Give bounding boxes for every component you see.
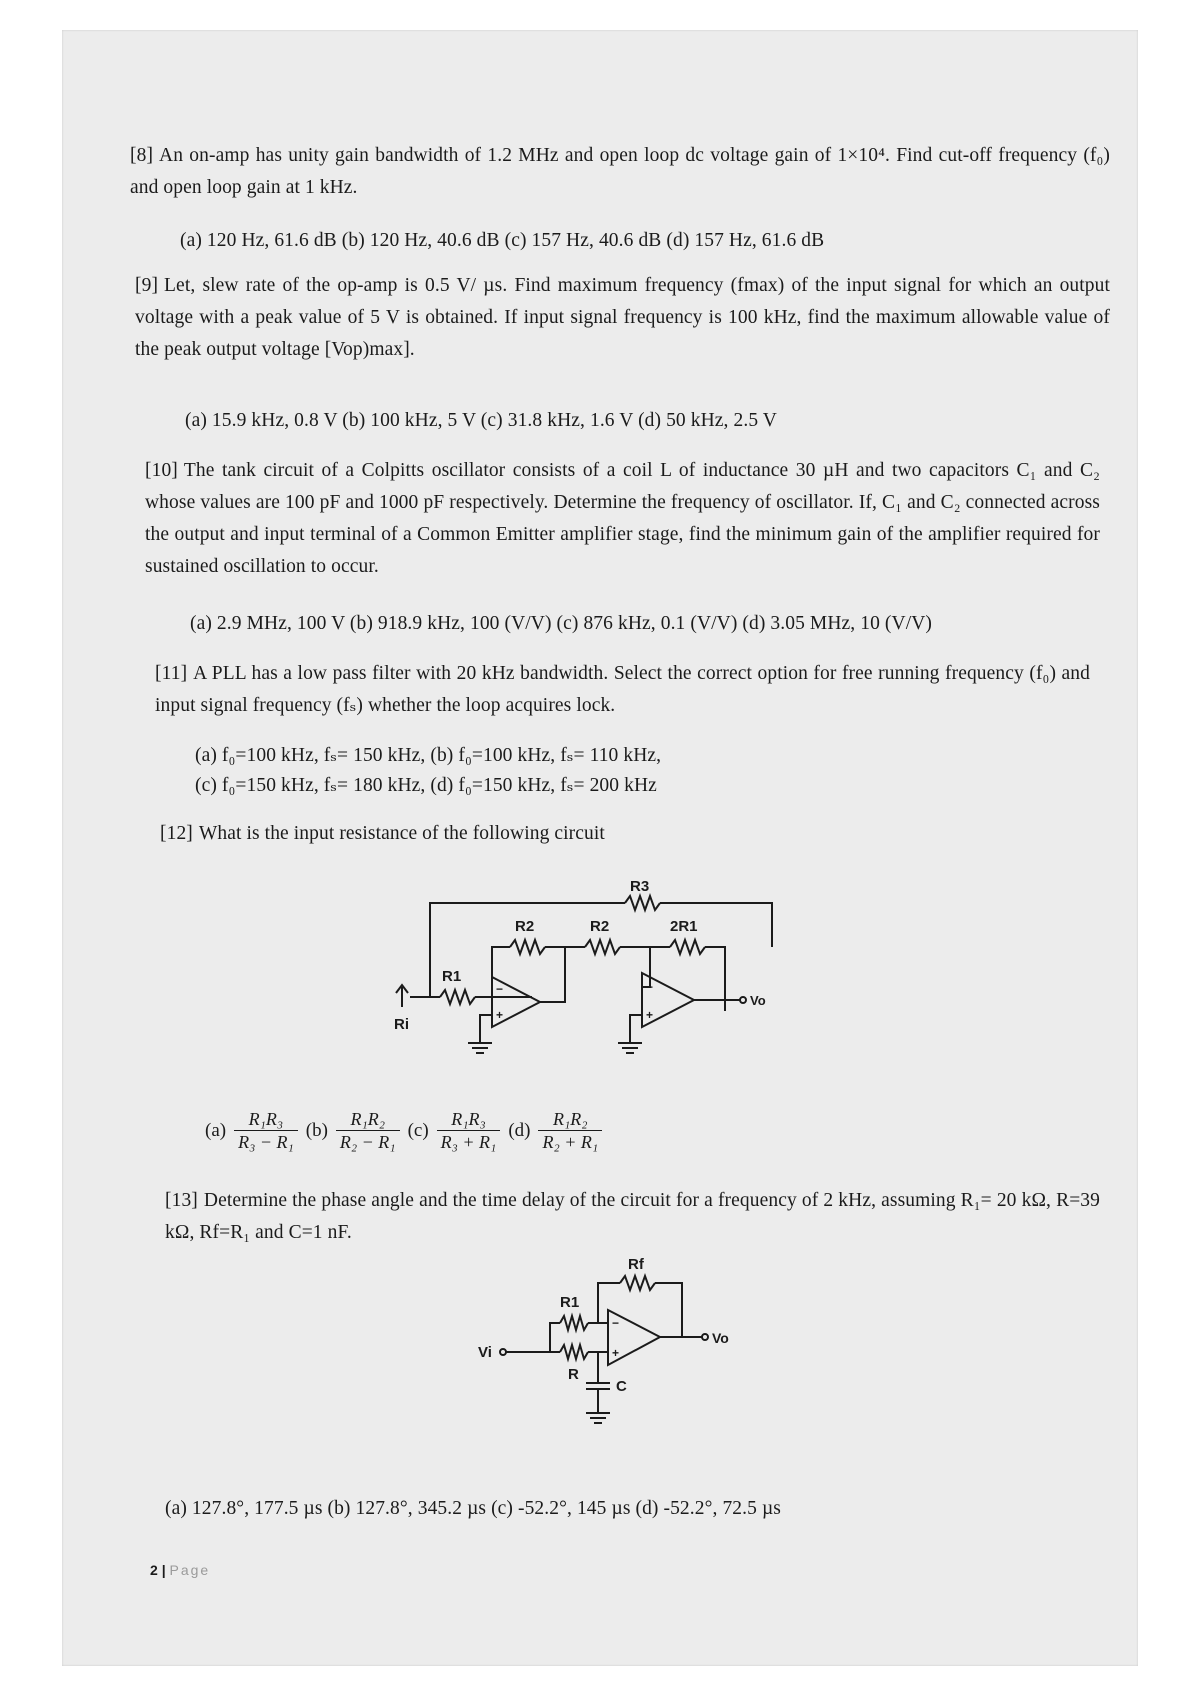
question-13-options: (a) 127.8°, 177.5 µs (b) 127.8°, 345.2 µs (c) -52.2°, 145 µs (d) -52.2°, 72.5 µs — [165, 1498, 781, 1519]
denominator: R₂ + R₁ — [542, 1132, 599, 1152]
option-b-fraction — [336, 1108, 400, 1153]
question-8 — [130, 140, 1110, 204]
label-r: R — [568, 1366, 579, 1383]
resistor-r1 — [440, 990, 475, 1004]
question-9-options: (a) 15.9 kHz, 0.8 V (b) 100 kHz, 5 V (c) 31.8 kHz, 1.6 V (d) 50 kHz, 2.5 V — [185, 410, 777, 431]
opamp-plus: + — [612, 1346, 620, 1360]
resistor-r — [560, 1345, 588, 1359]
option-b-label: (b) — [305, 1119, 328, 1141]
label-vi: Vi — [478, 1344, 492, 1361]
resistor-r3 — [625, 896, 660, 910]
label-r3: R3 — [630, 878, 650, 895]
denominator: R₃ − R₁ — [238, 1132, 294, 1152]
label-vo: Vo — [712, 1330, 729, 1346]
label-vo: Vo — [750, 993, 766, 1008]
question-number: [10] — [145, 460, 178, 481]
resistor-r2-b — [585, 940, 620, 954]
opamp-2-minus: − — [646, 980, 654, 994]
opamp-minus: − — [612, 1316, 620, 1330]
question-number: [13] — [165, 1190, 198, 1211]
question-11-options-line-2: (c) f₀=150 kHz, fₛ= 180 kHz, (d) f₀=150 kHz, fₛ= 200 kHz — [195, 775, 657, 796]
question-number: [9] — [135, 275, 159, 296]
question-12 — [160, 818, 1060, 850]
page-number: 2 — [150, 1562, 158, 1578]
question-11 — [155, 658, 1090, 722]
page-word: Page — [169, 1562, 211, 1578]
question-text: What is the input resistance of the following circuit — [198, 823, 605, 844]
question-9 — [135, 270, 1110, 366]
opamp-1-plus: + — [496, 1008, 504, 1022]
question-text: Determine the phase angle and the time delay of the circuit for a frequency of 2 kHz, assuming R₁= 20 kΩ, R=39 kΩ, Rf=R₁ and C=1 nF. — [165, 1190, 1100, 1243]
label-rf: Rf — [628, 1256, 644, 1273]
circuit-diagram-q12 — [380, 865, 840, 1065]
question-13 — [165, 1185, 1100, 1249]
footer-separator: | — [161, 1562, 166, 1578]
option-a-label: (a) — [205, 1119, 227, 1141]
resistor-rf — [620, 1276, 655, 1290]
question-text: A PLL has a low pass filter with 20 kHz bandwidth. Select the correct option for free running frequency (f₀) and input signal frequency (fₛ) whether the loop acquires lock. — [155, 663, 1090, 716]
question-number: [8] — [130, 145, 154, 166]
option-c-label: (c) — [407, 1119, 429, 1141]
question-8-options: (a) 120 Hz, 61.6 dB (b) 120 Hz, 40.6 dB (c) 157 Hz, 40.6 dB (d) 157 Hz, 61.6 dB — [180, 230, 825, 251]
resistor-r2-a — [510, 940, 545, 954]
label-r1: R1 — [560, 1294, 580, 1311]
opamp-1-minus: − — [496, 982, 504, 996]
label-c: C — [616, 1378, 627, 1395]
option-d-label: (d) — [508, 1119, 531, 1141]
label-r2-a: R2 — [515, 918, 535, 935]
label-r1: R1 — [442, 968, 462, 985]
option-c-fraction — [437, 1108, 501, 1153]
numerator: R₁R₃ — [437, 1108, 501, 1131]
opamp-2-plus: + — [646, 1008, 654, 1022]
numerator: R₁R₂ — [336, 1108, 400, 1131]
page-footer — [150, 1562, 210, 1578]
label-ri: Ri — [394, 1016, 409, 1033]
question-10-options: (a) 2.9 MHz, 100 V (b) 918.9 kHz, 100 (V/V) (c) 876 kHz, 0.1 (V/V) (d) 3.05 MHz, 10 (V/V) — [190, 613, 932, 634]
question-number: [12] — [160, 823, 193, 844]
resistor-2r1 — [670, 940, 705, 954]
question-11-options-line-1: (a) f₀=100 kHz, fₛ= 150 kHz, (b) f₀=100 kHz, fₛ= 110 kHz, — [195, 745, 662, 766]
numerator: R₁R₃ — [234, 1108, 298, 1131]
label-2r1: 2R1 — [670, 918, 698, 935]
question-number: [11] — [155, 663, 188, 684]
numerator: R₁R₂ — [538, 1108, 602, 1131]
label-r2-b: R2 — [590, 918, 610, 935]
question-12-options — [205, 1108, 606, 1153]
circuit-diagram-q13 — [470, 1255, 790, 1465]
option-a-fraction — [234, 1108, 298, 1153]
denominator: R₂ − R₁ — [339, 1132, 396, 1152]
question-text: Let, slew rate of the op-amp is 0.5 V/ µs. Find maximum frequency (fmax) of the input signal for which an output voltage with a peak value of 5 V is obtained. If input signal frequency is 100 kHz, find the maximum allowable value of the peak output voltage [Vop)max]. — [135, 275, 1110, 360]
question-text: The tank circuit of a Colpitts oscillator consists of a coil L of inductance 30 µH and two capacitors C₁ and C₂ whose values are 100 pF and 1000 pF respectively. Determine the frequency of oscillator. If, C₁ and C₂ connected across the output and input terminal of a Common Emitter amplifier stage, find the minimum gain of the amplifier required for sustained oscillation to occur. — [145, 460, 1100, 577]
question-text: An on-amp has unity gain bandwidth of 1.2 MHz and open loop dc voltage gain of 1×10⁴. Find cut-off frequency (f₀) and open loop gain at 1 kHz. — [130, 145, 1110, 198]
resistor-r1 — [560, 1316, 588, 1330]
question-10 — [145, 455, 1100, 583]
option-d-fraction — [538, 1108, 602, 1153]
denominator: R₃ + R₁ — [440, 1132, 497, 1152]
